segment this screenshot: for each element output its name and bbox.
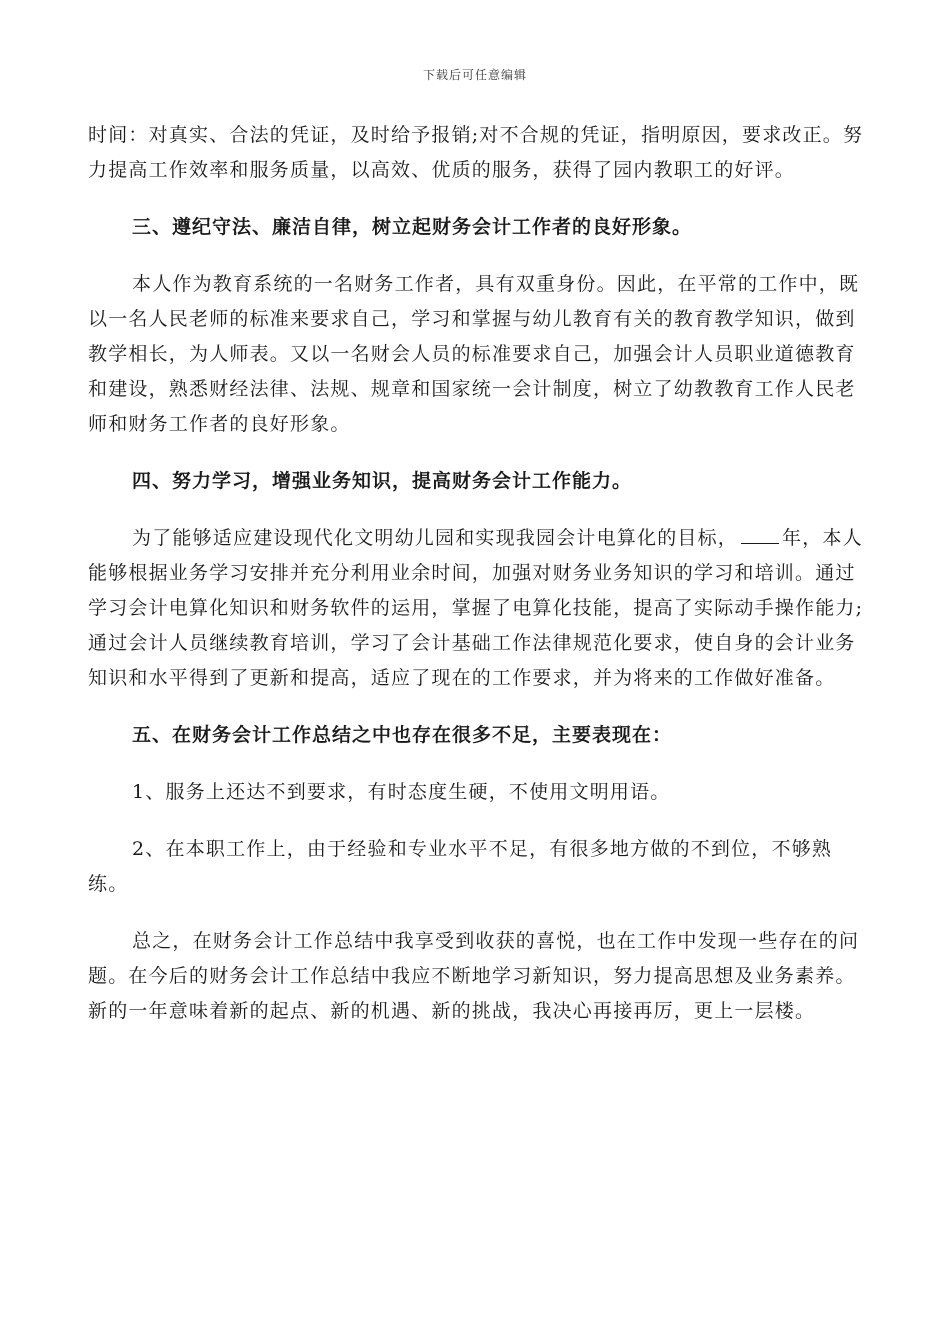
- paragraph-continuation: 时间：对真实、合法的凭证，及时给予报销;对不合规的凭证，指明原因，要求改正。努力提高工作效率和服务质量，以高效、优质的服务，获得了园内教职工的好评。: [88, 124, 864, 181]
- section-heading-4: 四、努力学习，增强业务知识，提高财务会计工作能力。: [132, 470, 633, 492]
- section-heading-3: 三、遵纪守法、廉洁自律，树立起财务会计工作者的良好形象。: [132, 216, 693, 238]
- list-item-2: 2、在本职工作上，由于经验和专业水平不足，有很多地方做的不到位，不够熟练。: [88, 838, 833, 895]
- paragraph-section-4: [88, 521, 864, 696]
- list-item-1: 1、服务上还达不到要求，有时态度生硬，不使用文明用语。: [132, 781, 671, 803]
- paragraph-conclusion: 总之，在财务会计工作总结中我享受到收获的喜悦，也在工作中发现一些存在的问题。在今后的财务会计工作总结中我应不断地学习新知识，努力提高思想及业务素养。新的一年意味着新的起点、新的机遇、新的挑战，我决心再接再厉，更上一层楼。: [88, 930, 860, 1022]
- header-note: 下载后可任意编辑: [422, 68, 527, 82]
- paragraph-section-3: 本人作为教育系统的一名财务工作者，具有双重身份。因此，在平常的工作中，既以一名人民老师的标准来要求自己，学习和掌握与幼儿教育有关的教育教学知识，做到教学相长，为人师表。又以一名财会人员的标准要求自己，加强会计人员职业道德教育和建设，熟悉财经法律、法规、规章和国家统一会计制度，树立了幼教教育工作人民老师和财务工作者的良好形象。: [88, 273, 860, 435]
- section-heading-5: 五、在财务会计工作总结之中也存在很多不足，主要表现在：: [132, 724, 673, 746]
- paragraph-section-4-part-b: 年，本人能够根据业务学习安排并充分利用业余时间，加强对财务业务知识的学习和培训。通过学习会计电算化知识和财务软件的运用，掌握了电算化技能，提高了实际动手操作能力;通过会计人员继续教育培训，学习了会计基础工作法律规范化要求，使自身的会计业务知识和水平得到了更新和提高，适应了现在的工作要求，并为将来的工作做好准备。: [88, 527, 864, 689]
- document-body: [88, 118, 864, 1051]
- year-blank: [741, 525, 779, 544]
- paragraph-section-4-part-a: 为了能够适应建设现代化文明幼儿园和实现我园会计电算化的目标，: [132, 527, 739, 549]
